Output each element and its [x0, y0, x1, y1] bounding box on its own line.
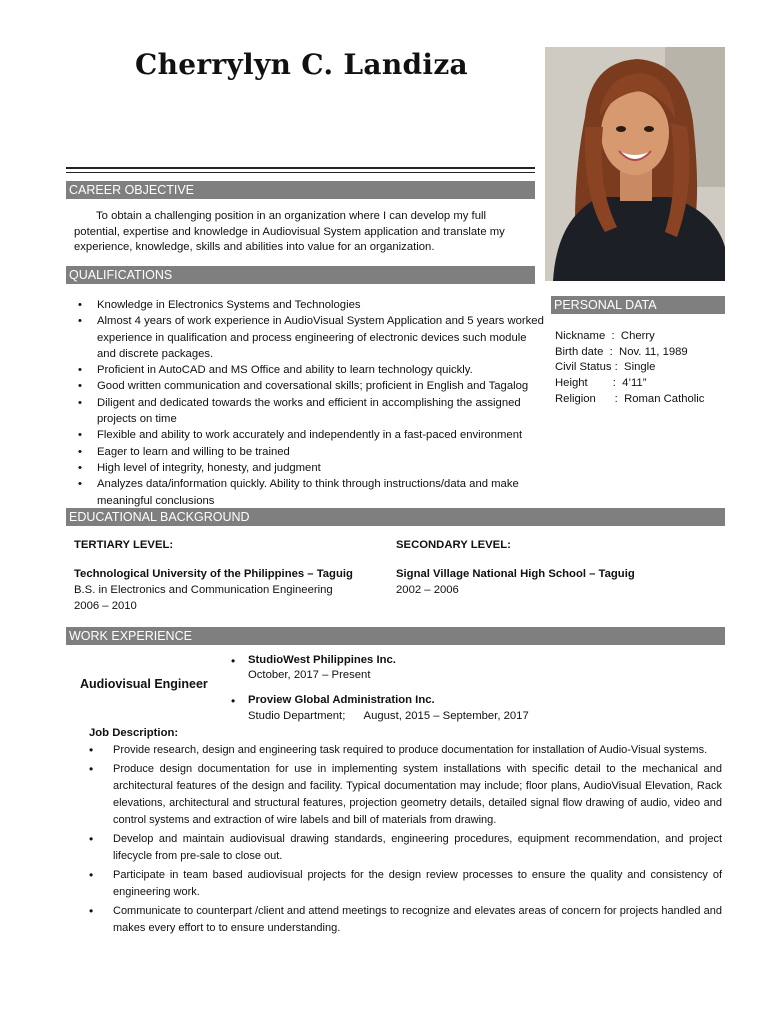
header-rule-thin	[66, 172, 535, 173]
header-rule	[66, 167, 535, 169]
qualification-item: • Proficient in AutoCAD and MS Office and ability to learn technology quickly.	[67, 362, 545, 378]
personal-data-religion: Religion : Roman Catholic	[555, 392, 705, 405]
secondary-years: 2002 – 2006	[396, 584, 459, 596]
job-duty-item: • Develop and maintain audiovisual drawing standards, engineering procedures, equipment recommendation, and project lifecycle from pre-sale to close out.	[89, 831, 722, 865]
qualification-item: • Analyzes data/information quickly. Ability to think through instructions/data and make meaningful conclusions	[67, 476, 545, 509]
applicant-name: Cherrylyn C. Landiza	[135, 48, 468, 81]
career-objective-text: To obtain a challenging position in an organization where I can develop my full potential, expertise and knowledge in Audiovisual System application and translate my experience, knowledge, skills and abilities into value for an organization.	[74, 210, 505, 253]
qualification-item: • Knowledge in Electronics Systems and Technologies	[67, 297, 545, 313]
education-heading: EDUCATIONAL BACKGROUND	[66, 508, 725, 526]
company-bullet: •	[231, 694, 236, 708]
job-duty-item: • Participate in team based audiovisual projects for the design review processes to ensure the quality and consistency of engineering work.	[89, 867, 722, 901]
job-duty-item: • Produce design documentation for use in implementing system installations with specific detail to the mechanical and architectural features of the design and facility. Typical documentation may include; floor plans, AudioVisual Elevation, Rack elevations, architectural and structural features, projection geometry details, detailed signal flow drawing of audio, video and control systems and extraction of wire labels and bill of materials from drawing.	[89, 761, 722, 829]
personal-data-heading: PERSONAL DATA	[551, 296, 725, 314]
personal-data-birthdate: Birth date : Nov. 11, 1989	[555, 345, 688, 358]
tertiary-course: B.S. in Electronics and Communication Engineering	[74, 584, 333, 596]
tertiary-school: Technological University of the Philippines – Taguig	[74, 568, 353, 580]
qualification-item: • Eager to learn and willing to be trained	[67, 444, 545, 460]
company-name: StudioWest Philippines Inc.	[248, 654, 396, 666]
qualification-item: • Diligent and dedicated towards the works and efficient in accomplishing the assigned projects on time	[67, 395, 545, 428]
qualifications-list	[67, 297, 545, 509]
qualification-item: • Good written communication and coversational skills; proficient in English and Tagalog	[67, 378, 545, 394]
work-experience-heading: WORK EXPERIENCE	[66, 627, 725, 645]
tertiary-years: 2006 – 2010	[74, 600, 137, 612]
company-detail: Studio Department; August, 2015 – September, 2017	[248, 710, 529, 722]
job-title: Audiovisual Engineer	[80, 677, 208, 691]
personal-data-list	[555, 329, 725, 408]
career-objective-heading: CAREER OBJECTIVE	[66, 181, 535, 199]
personal-data-height: Height : 4’11”	[555, 377, 647, 390]
qualifications-heading: QUALIFICATIONS	[66, 266, 535, 284]
personal-data-civil-status: Civil Status : Single	[555, 361, 656, 374]
tertiary-label: TERTIARY LEVEL:	[74, 539, 174, 551]
profile-photo	[545, 47, 725, 281]
qualification-item: • High level of integrity, honesty, and judgment	[67, 460, 545, 476]
qualification-item: • Flexible and ability to work accurately and independently in a fast-paced environment	[67, 427, 545, 443]
job-duty-item: • Provide research, design and engineering task required to produce documentation for installation of Audio-Visual systems.	[89, 742, 722, 759]
personal-data-nickname: Nickname : Cherry	[555, 330, 655, 342]
qualification-item: • Almost 4 years of work experience in AudioVisual System Application and 5 years worked experience in qualification and process engineering of electronic devices such module and discrete packages.	[67, 313, 545, 362]
job-duty-item: • Communicate to counterpart /client and attend meetings to recognize and elevates areas of concern for projects handled and makes every effort to to ensure understanding.	[89, 903, 722, 937]
company-bullet: •	[231, 654, 236, 668]
company-name: Proview Global Administration Inc.	[248, 694, 435, 706]
job-duties-list	[89, 742, 722, 937]
company-detail: October, 2017 – Present	[248, 669, 371, 681]
secondary-label: SECONDARY LEVEL:	[396, 539, 511, 551]
job-description-label: Job Description:	[89, 727, 179, 739]
secondary-school: Signal Village National High School – Taguig	[396, 568, 635, 580]
